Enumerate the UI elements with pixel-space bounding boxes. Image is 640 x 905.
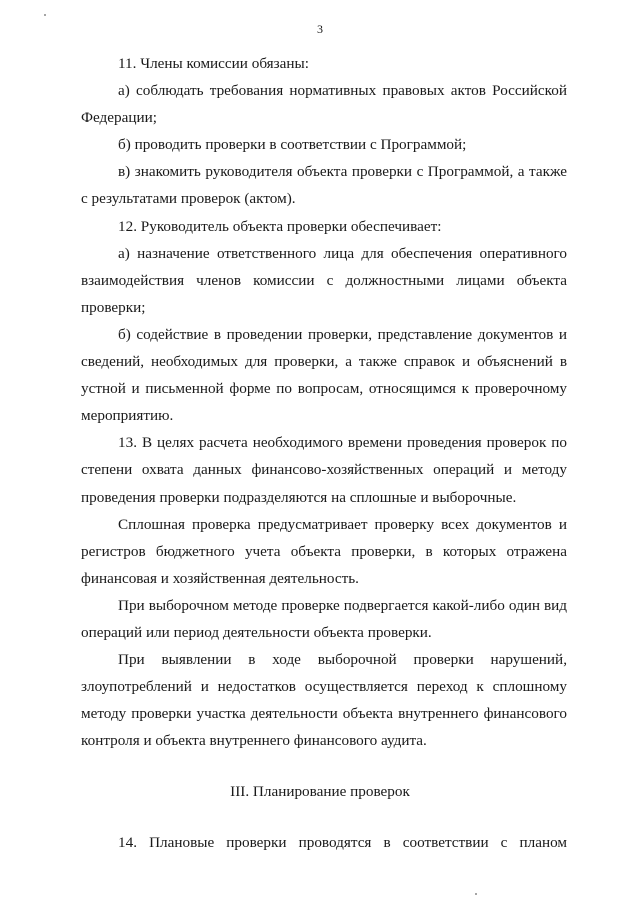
paragraph: При выборочном методе проверке подвергается какой-либо один вид операций или период деятельности объекта проверки. [81, 596, 567, 641]
paragraph: 13. В целях расчета необходимого времени проведения проверок по степени охвата данных финансово-хозяйственных операций и методу проведения проверки подразделяются на сплошные и выборочные. [81, 434, 567, 506]
paragraph: б) проводить проверки в соответствии с Программой; [118, 136, 467, 154]
paragraph: 12. Руководитель объекта проверки обеспечивает: [118, 217, 442, 235]
paragraph: Сплошная проверка предусматривает проверку всех документов и регистров бюджетного учета объекта проверки, в которых отражена финансовая и хозяйственная деятельность. [81, 515, 567, 587]
section-heading: III. Планирование проверок [230, 783, 410, 800]
paragraph: а) назначение ответственного лица для обеспечения оперативного взаимодействия членов комиссии с должностными лицами объекта проверки; [81, 244, 567, 316]
paragraph: б) содействие в проведении проверки, представление документов и сведений, необходимых для проверки, а также справок и объяснений в устной и письменной форме по вопросам, относящимся к проверочному мероприятию. [81, 325, 567, 425]
document-body [81, 50, 567, 754]
scan-speck [44, 14, 46, 16]
paragraph: а) соблюдать требования нормативных правовых актов Российской Федерации; [81, 82, 567, 127]
paragraph: 14. Плановые проверки проводятся в соответствии с планом [118, 834, 567, 851]
paragraph: в) знакомить руководителя объекта проверки с Программой, а также с результатами проверок (актом). [81, 163, 567, 208]
scan-speck [475, 893, 477, 895]
page-number: 3 [317, 22, 323, 36]
paragraph: 11. Члены комиссии обязаны: [118, 55, 309, 72]
paragraph: При выявлении в ходе выборочной проверки нарушений, злоупотреблений и недостатков осуществляется переход к сплошному методу проверки участка деятельности объекта внутреннего финансового контроля и объекта внутреннего финансового аудита. [81, 651, 567, 750]
